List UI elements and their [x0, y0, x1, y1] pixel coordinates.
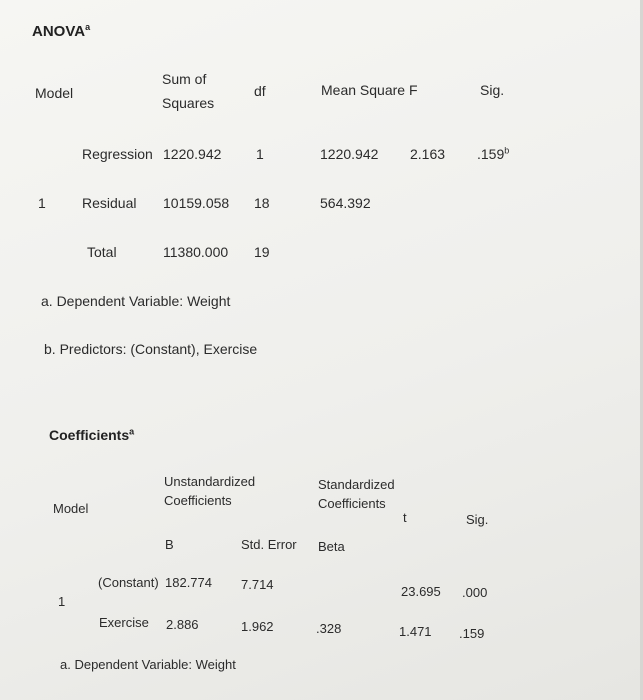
- anova-row-regression-sum-sq: 1220.942: [163, 146, 222, 162]
- coef-row-constant-t: 23.695: [401, 584, 441, 599]
- anova-header-df: df: [254, 83, 266, 99]
- coef-header-standardized-1: Standardized: [318, 477, 395, 492]
- coef-header-standardized-2: Coefficients: [318, 496, 386, 511]
- coef-row-exercise-std-error: 1.962: [241, 619, 274, 634]
- coef-header-std-error: Std. Error: [241, 537, 297, 552]
- anova-row-residual-df: 18: [254, 195, 270, 211]
- anova-header-model: Model: [35, 85, 74, 101]
- coef-row-constant-b: 182.774: [165, 575, 212, 590]
- anova-title-sup: a: [85, 22, 91, 32]
- coef-header-unstandardized-1: Unstandardized: [164, 474, 256, 489]
- anova-row-regression-df: 1: [256, 146, 264, 162]
- coef-header-beta: Beta: [318, 539, 345, 554]
- anova-header-sum-of-squares-2: Squares: [162, 95, 215, 111]
- coef-row-exercise-label: Exercise: [99, 615, 149, 630]
- coef-header-model: Model: [53, 501, 89, 516]
- anova-row-residual-sum-sq: 10159.058: [163, 195, 230, 211]
- anova-row-residual-label: Residual: [82, 195, 137, 211]
- anova-row-regression-sig-sup: b: [504, 145, 510, 156]
- coef-row-constant-label: (Constant): [98, 575, 159, 590]
- coef-row-constant-sig: .000: [462, 585, 488, 600]
- coef-row-exercise-t: 1.471: [399, 624, 432, 639]
- coef-row-exercise-b: 2.886: [166, 617, 199, 632]
- anova-header-mean-square-f: Mean Square F: [321, 82, 418, 98]
- anova-row-total-label: Total: [87, 244, 117, 260]
- coef-row-constant-std-error: 7.714: [241, 577, 274, 592]
- anova-model-number: 1: [38, 195, 46, 211]
- coefficients-title-text: Coefficients: [49, 427, 130, 443]
- coef-header-t: t: [403, 510, 407, 525]
- coef-header-unstandardized-2: Coefficients: [164, 493, 232, 508]
- coef-model-number: 1: [58, 594, 66, 609]
- anova-note-a: a. Dependent Variable: Weight: [41, 293, 231, 309]
- anova-row-residual-mean-sq: 564.392: [320, 195, 371, 211]
- coef-row-exercise-beta: .328: [316, 621, 342, 636]
- anova-note-b: b. Predictors: (Constant), Exercise: [44, 341, 258, 357]
- coef-row-exercise-sig: .159: [459, 626, 485, 641]
- anova-row-regression-label: Regression: [82, 146, 153, 162]
- coef-note: a. Dependent Variable: Weight: [60, 657, 236, 672]
- anova-row-regression-mean-sq: 1220.942: [320, 146, 379, 162]
- coefficients-title-sup: a: [129, 426, 135, 437]
- anova-row-total-sum-sq: 11380.000: [163, 244, 229, 260]
- coef-header-b: B: [165, 537, 174, 552]
- anova-header-sum-of-squares-1: Sum of: [162, 71, 207, 87]
- anova-row-regression-sig-value: .159: [477, 146, 505, 162]
- anova-title-text: ANOVA: [32, 23, 86, 40]
- anova-header-sig: Sig.: [480, 82, 505, 98]
- anova-row-regression-sig: [477, 147, 509, 161]
- anova-row-total-df: 19: [254, 244, 270, 260]
- coefficients-title: [49, 428, 134, 442]
- coef-header-sig: Sig.: [466, 512, 489, 527]
- anova-row-regression-f: 2.163: [410, 146, 446, 162]
- anova-title: [32, 24, 90, 39]
